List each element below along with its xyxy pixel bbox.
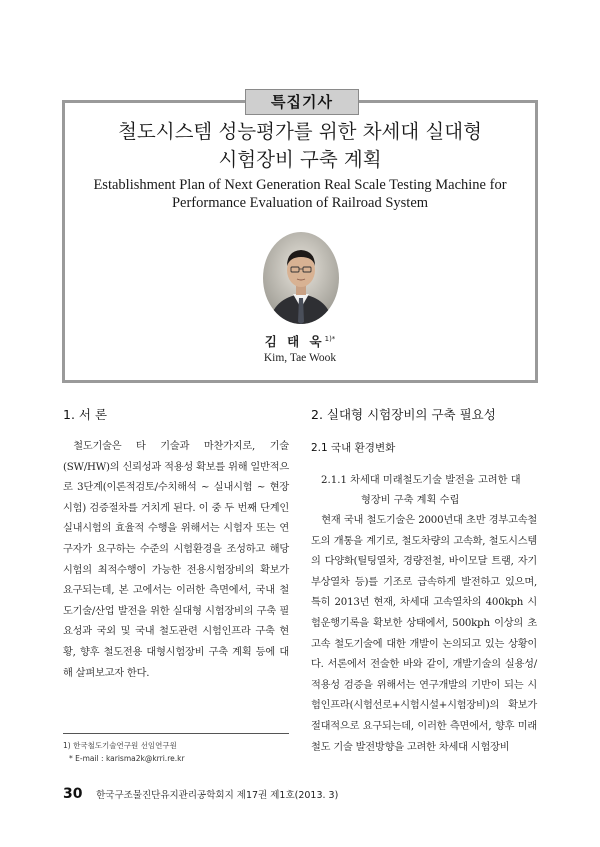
necessity-paragraph: 현재 국내 철도기술은 2000년대 초반 경부고속철도의 개통을 계기로, 철도차량의 고속화, 철도시스템의 다양화(틸팅열차, 경량전철, 바이모달 트램, 자기부상열차 등)를 기조로 급속하게 발전하고 있으며, 특히 2013년 현재, 차세대 고속열차의 400kph 시험운행기록을 확보한 상태에서, 500kph 이상의 초고속 철도기술에 대한 개발이 논의되고 있는 상황이다. 서론에서 전술한 바와 같이, 개발기술의 실용성/적용성 검증을 위해서는 연구개발의 기반이 되는 시험인프라(시험선로+시험시설+시험장비)의 확보가 절대적으로 요구되는데, 이러한 측면에서, 향후 미래철도 기술 발전방향을 고려한 차세대 시험장비 <box>311 515 537 753</box>
right-column <box>311 405 537 758</box>
author-portrait <box>263 232 339 324</box>
title-english-line2: Performance Evaluation of Railroad System <box>171 195 429 211</box>
title-korean-line2: 시험장비 구축 계획 <box>218 148 382 171</box>
author-name-english: Kim, Tae Wook <box>263 352 337 364</box>
title-korean-line1: 철도시스템 성능평가를 위한 차세대 실대형 <box>118 120 482 143</box>
introduction-paragraph: 철도기술은 타 기술과 마찬가지로, 기술(SW/HW)의 신뢰성과 적용성 확보를 위해 일반적으로 3단계(이론적검토/수치해석 ~ 실내시험 ~ 현장시험) 검증절차를 거치게 된다. 이 중 두 번째 단계인 실내시험의 효율적 수행을 위해서는 시험자 또는 연구자가 요구하는 수준의 시험환경을 조성하고 해당시험의 최적수행이 가능한 전용시험장비의 확보가 요구되는데, 본 고에서는 이러한 측면에서, 국내 철도기술/산업 발전을 위한 실대형 시험장비의 구축 필요성과 국외 및 국내 철도관련 시험인프라 구축 현황, 향후 철도전용 대형시험장비 구축 계획 등에 대해 살펴보고자 한다. <box>63 441 289 679</box>
title-english <box>70 176 530 212</box>
subsubsection-heading <box>311 471 537 511</box>
section-heading-introduction: 1. 서 론 <box>63 407 108 422</box>
subsubsection-heading-line2: 형장비 구축 계획 수립 <box>361 495 460 506</box>
title-korean <box>70 118 530 174</box>
journal-info: 한국구조물진단유지관리공학회지 제17권 제1호(2013. 3) <box>96 790 339 801</box>
footnotes <box>63 739 293 765</box>
footnote-email: * E-mail : karisma2k@krri.re.kr <box>69 754 185 763</box>
author-footnote-mark: 1)* <box>324 334 336 343</box>
left-column <box>63 405 289 684</box>
subsection-heading: 2.1 국내 환경변화 <box>311 442 396 454</box>
author-name-korean-text: 김 태 욱 <box>264 334 325 349</box>
title-english-line1: Establishment Plan of Next Generation Real Scale Testing Machine for <box>93 177 507 193</box>
section-tag: 특집기사 <box>245 89 359 115</box>
page-number: 30 <box>63 786 83 802</box>
page-footer <box>63 783 543 805</box>
footnote-affiliation: 1) 한국철도기술연구원 선임연구원 <box>63 741 177 750</box>
author-name-korean <box>200 332 400 350</box>
footnote-divider <box>63 733 289 734</box>
subsubsection-heading-line1: 2.1.1 차세대 미래철도기술 발전을 고려한 대 <box>321 475 521 486</box>
section-heading-necessity: 2. 실대형 시험장비의 구축 필요성 <box>311 407 496 422</box>
